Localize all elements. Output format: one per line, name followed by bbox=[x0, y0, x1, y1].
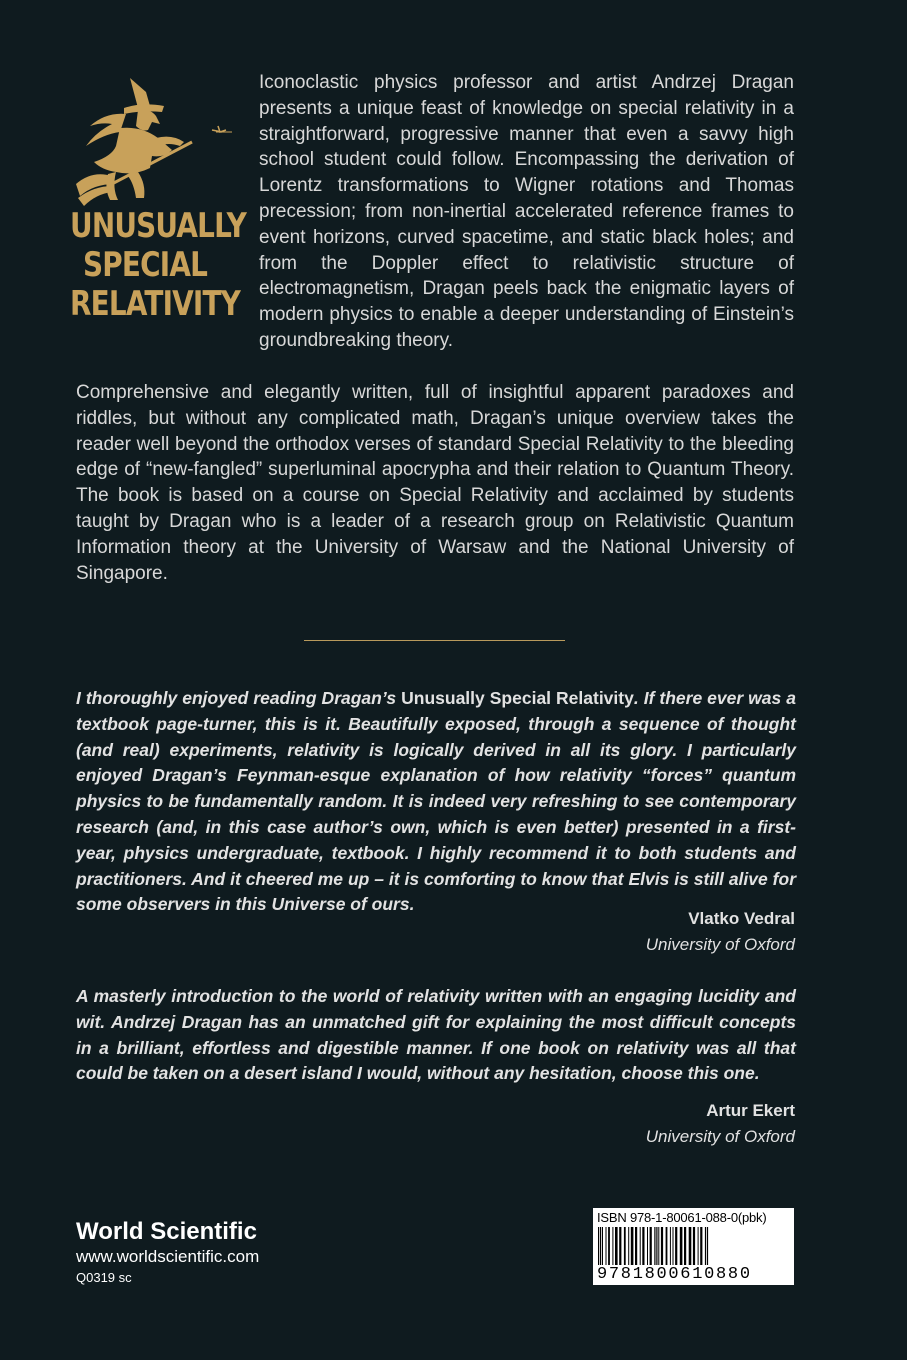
barcode-bar bbox=[647, 1227, 648, 1265]
logo-title-line: SPECIAL bbox=[83, 245, 208, 285]
barcode-bar bbox=[689, 1227, 692, 1265]
description-paragraph: Comprehensive and elegantly written, full of insightful apparent paradoxes and riddles, but without any complicated math, Dragan’s unique overview takes the reader well beyond the orthodox verses of standard Special Relativity to the bleeding edge of “new-fangled” superluminal apocrypha and their relation to Quantum Theory. The book is based on a course on Special Relativity and acclaimed by students taught by Dragan who is a leader of a research group on Relativistic Quantum Information theory at the University of Warsaw and the National University of Singapore. bbox=[76, 382, 794, 584]
barcode-bar bbox=[642, 1227, 644, 1265]
barcode-bars bbox=[597, 1227, 790, 1269]
barcode-bar bbox=[615, 1227, 618, 1265]
barcode-bar bbox=[666, 1227, 668, 1265]
endorser-institution: University of Oxford bbox=[645, 1127, 795, 1146]
barcode-bar bbox=[608, 1227, 610, 1265]
barcode-bar bbox=[598, 1227, 599, 1269]
quote-book-title: Unusually Special Relativity bbox=[401, 688, 634, 708]
barcode-digits: 9781800610880 bbox=[597, 1265, 790, 1284]
quote-text: I thoroughly enjoyed reading Dragan’s bbox=[76, 688, 402, 708]
barcode-bar bbox=[670, 1227, 671, 1265]
book-title-logo bbox=[70, 206, 247, 324]
endorser-name: Vlatko Vedral bbox=[688, 909, 795, 928]
barcode-bar bbox=[684, 1227, 686, 1265]
barcode-bar bbox=[700, 1227, 702, 1265]
logo-title-line: UNUSUALLY bbox=[70, 206, 247, 246]
barcode-bar bbox=[673, 1227, 674, 1265]
barcode-bar bbox=[661, 1227, 663, 1265]
barcode-bar bbox=[619, 1227, 621, 1265]
barcode-bar bbox=[624, 1227, 626, 1265]
endorsement-quote-ekert: A masterly introduction to the world of relativity written with an engaging lucidity and wit. Andrzej Dragan has an unmatched gift for explaining the most difficult concepts in a brilliant, effortless and digestible manner. If one book on relativity was all that could be taken on a desert island I would, without any hesitation, choose this one. bbox=[76, 986, 796, 1084]
intro-paragraph: Iconoclastic physics professor and artist Andrzej Dragan presents a unique feast of knowledge on special relativity in a straightforward, progressive manner that even a savvy high school student could follow. Encompassing the derivation of Lorentz transformations to Wigner rotations and Thomas precession; from non-inertial accelerated reference frames to event horizons, curved spacetime, and static black holes; and from the Doppler effect to relativistic structure of electromagnetism, Dragan peels back the enigmatic layers of modern physics to enable a deeper understanding of Einstein’s groundbreaking theory. bbox=[259, 72, 794, 351]
barcode-bar bbox=[654, 1227, 655, 1269]
endorser-name: Artur Ekert bbox=[706, 1101, 795, 1120]
endorser-institution: University of Oxford bbox=[645, 935, 795, 954]
publisher-url: www.worldscientific.com bbox=[76, 1247, 260, 1266]
barcode-bar bbox=[635, 1227, 637, 1265]
quote-text: . If there ever was a textbook page-turner, this is it. Beautifully exposed, through a sequence of thought (and real) experiments, relativity is logically derived in all its glory. I particularly enjoyed Dragan’s Feynman-esque explanation of how relativity “forces” quantum physics to be fundamentally random. It is indeed very refreshing to see contemporary research (and, in this case author’s own, which is even better) presented in a first-year, physics undergraduate, textbook. I highly recommend it to both students and practitioners. And it cheered me up – it is comforting to know that Elvis is still alive for some observers in this Universe of ours. bbox=[76, 688, 796, 915]
isbn-barcode bbox=[593, 1208, 794, 1285]
barcode-bar bbox=[675, 1227, 677, 1265]
barcode-bar bbox=[650, 1227, 652, 1265]
logo-title-line: RELATIVITY bbox=[70, 284, 241, 324]
barcode-bar bbox=[707, 1227, 708, 1269]
product-code: Q0319 sc bbox=[76, 1270, 132, 1285]
book-logo bbox=[70, 72, 247, 332]
barcode-bar bbox=[631, 1227, 634, 1265]
barcode-bar bbox=[656, 1227, 657, 1269]
isbn-label: ISBN 978-1-80061-088-0(pbk) bbox=[597, 1210, 767, 1225]
barcode-bar bbox=[705, 1227, 706, 1269]
barcode-bar bbox=[680, 1227, 683, 1265]
barcode-bar bbox=[640, 1227, 641, 1265]
section-divider bbox=[304, 640, 565, 641]
barcode-bar bbox=[602, 1227, 603, 1265]
endorsement-attribution bbox=[646, 1098, 795, 1150]
witch-on-broom-illustration bbox=[72, 72, 240, 212]
publisher-name: World Scientific bbox=[76, 1218, 257, 1245]
barcode-bar bbox=[693, 1227, 695, 1265]
barcode-bar bbox=[600, 1227, 601, 1269]
barcode-bar bbox=[658, 1227, 659, 1265]
barcode-bar bbox=[628, 1227, 629, 1265]
endorsement-quote-vedral bbox=[76, 686, 796, 918]
barcode-bar bbox=[698, 1227, 699, 1265]
barcode-bar bbox=[612, 1227, 613, 1265]
publisher-info bbox=[76, 1218, 259, 1288]
endorsement-attribution bbox=[646, 906, 795, 958]
barcode-bar bbox=[606, 1227, 607, 1265]
